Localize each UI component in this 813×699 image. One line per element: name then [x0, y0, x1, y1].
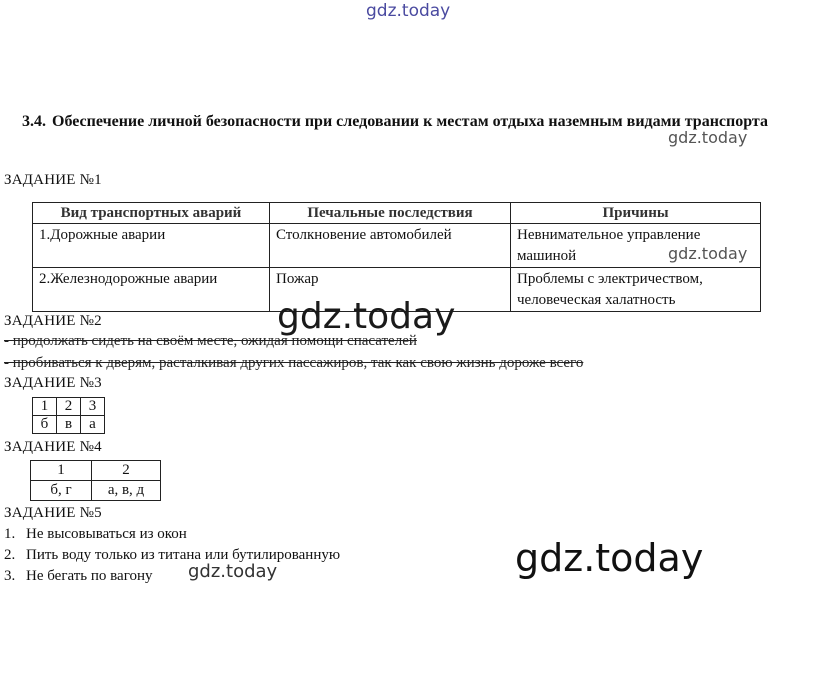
table-row	[31, 481, 161, 501]
task3-heading: ЗАДАНИЕ №3	[4, 375, 102, 391]
table-cell: 2.Железнодорожные аварии	[33, 268, 270, 312]
table-cell: 3	[81, 398, 105, 416]
column-header: Печальные последствия	[270, 203, 511, 224]
matching-table-4	[30, 460, 161, 501]
watermark: gdz.today	[188, 561, 278, 582]
table-header-row	[33, 203, 761, 224]
table-cell: Проблемы с электричеством, человеческая халатность	[511, 268, 761, 312]
table-cell: 1	[31, 461, 92, 481]
watermark: gdz.today	[668, 128, 748, 147]
task1-heading: ЗАДАНИЕ №1	[4, 172, 102, 188]
task4-heading: ЗАДАНИЕ №4	[4, 439, 102, 455]
answer-text: - пробиваться к дверям, расталкивая других пассажиров, так как свою жизнь дороже всего	[4, 355, 584, 371]
table-cell: Столкновение автомобилей	[270, 224, 511, 268]
item-text: Не высовываться из окон	[26, 526, 187, 542]
answer-text: - продолжать сидеть на своём месте, ожидая помощи спасателей	[4, 333, 417, 349]
table-cell: 2	[57, 398, 81, 416]
watermark: gdz.today	[277, 296, 456, 337]
list-item	[4, 568, 153, 585]
section-title	[15, 111, 775, 132]
table-cell: б	[33, 416, 57, 434]
watermark: gdz.today	[366, 1, 451, 21]
item-text: Не бегать по вагону	[26, 568, 153, 584]
task2-heading: ЗАДАНИЕ №2	[4, 313, 102, 329]
column-header: Причины	[511, 203, 761, 224]
column-header: Вид транспортных аварий	[33, 203, 270, 224]
table-cell: 1.Дорожные аварии	[33, 224, 270, 268]
watermark: gdz.today	[515, 536, 704, 580]
item-number: 3.	[4, 568, 16, 584]
table-cell: Пожар	[270, 268, 511, 312]
section-number: 3.4.	[22, 113, 47, 130]
item-number: 2.	[4, 547, 16, 563]
table-cell: а	[81, 416, 105, 434]
table-cell: в	[57, 416, 81, 434]
list-item	[4, 547, 340, 564]
answer-line	[4, 355, 583, 372]
table-cell: Невнимательное управление машиной	[511, 224, 761, 268]
item-text: Пить воду только из титана или бутилированную	[26, 547, 341, 563]
table-cell: а, в, д	[92, 481, 161, 501]
table-cell: 1	[33, 398, 57, 416]
table-cell: 2	[92, 461, 161, 481]
matching-table-3	[32, 397, 105, 434]
list-item	[4, 526, 187, 543]
table-row	[33, 416, 105, 434]
watermark: gdz.today	[668, 244, 748, 263]
task5-heading: ЗАДАНИЕ №5	[4, 505, 102, 521]
table-row	[33, 398, 105, 416]
section-title-text: Обеспечение личной безопасности при следовании к местам отдыха наземным видами транспорта	[52, 113, 768, 130]
table-row	[33, 224, 761, 268]
table-row	[31, 461, 161, 481]
table-cell: б, г	[31, 481, 92, 501]
item-number: 1.	[4, 526, 16, 542]
